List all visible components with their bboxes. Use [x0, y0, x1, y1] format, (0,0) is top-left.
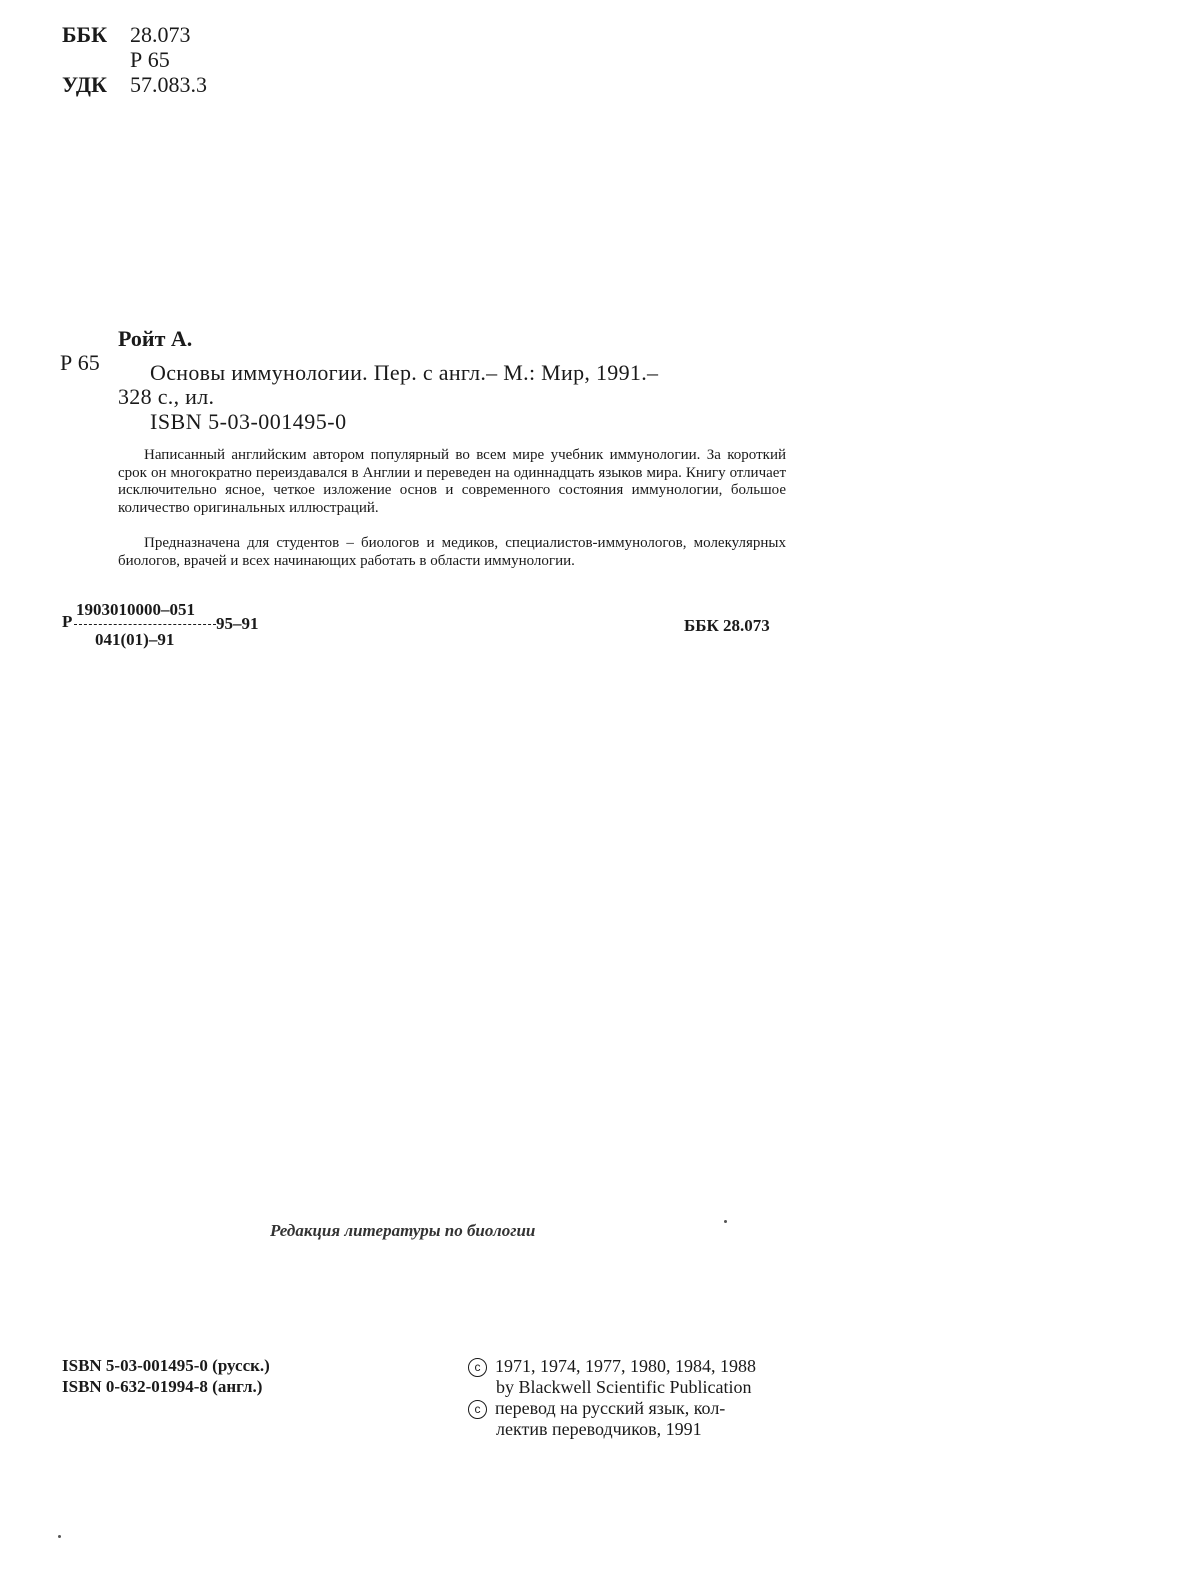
- copyright-publisher: by Blackwell Scientific Publication: [496, 1377, 752, 1397]
- book-title-line: Основы иммунологии. Пер. с англ.– М.: Мир, 1991.–: [150, 360, 659, 385]
- index-prefix: Р: [62, 612, 73, 631]
- udk-label: УДК: [62, 72, 108, 97]
- isbn-english: ISBN 0-632-01994-8 (англ.): [62, 1377, 263, 1396]
- pages-line: 328 с., ил.: [118, 384, 215, 409]
- card-author-mark: Р 65: [60, 350, 100, 375]
- annotation-paragraph-2: Предназначена для студентов – биологов и медиков, специалистов-иммунологов, молекулярных биологов, врачей и всех начинающих работать в области иммунологии.: [118, 535, 786, 569]
- bbk-right: ББК 28.073: [684, 616, 770, 635]
- index-numerator: 1903010000–051: [76, 600, 195, 619]
- index-denominator: 041(01)–91: [95, 630, 175, 649]
- bbk-label: ББК: [62, 22, 108, 47]
- bbk-value: 28.073: [130, 22, 191, 47]
- author-name: Ройт А.: [118, 326, 193, 351]
- speck: [58, 1535, 61, 1538]
- annotation-paragraph-1: Написанный английским автором популярный во всем мире учебник иммунологии. За короткий срок он многократно переиздавался в Англии и переведен на одиннадцать языков мира. Книгу отличает исключительно ясное, четкое изложение основ и современного состояния иммунологии, большое количество оригинальных иллюстраций.: [118, 447, 786, 516]
- fraction-line: [74, 624, 216, 625]
- isbn-russian: ISBN 5-03-001495-0 (русск.): [62, 1356, 270, 1375]
- copyright-line-3: [468, 1398, 725, 1419]
- copyright-icon: c: [468, 1400, 487, 1419]
- udk-value: 57.083.3: [130, 72, 207, 97]
- editorial-line: Редакция литературы по биологии: [270, 1221, 536, 1240]
- copyright-line-1: [468, 1356, 756, 1377]
- copyright-translators: лектив переводчиков, 1991: [496, 1419, 702, 1439]
- card-isbn: ISBN 5-03-001495-0: [150, 409, 347, 434]
- copyright-translation: перевод на русский язык, кол-: [495, 1398, 726, 1418]
- speck: [724, 1220, 727, 1223]
- copyright-years: 1971, 1974, 1977, 1980, 1984, 1988: [495, 1356, 756, 1376]
- author-mark-top: Р 65: [130, 47, 170, 72]
- copyright-icon: c: [468, 1358, 487, 1377]
- index-suffix: 95–91: [216, 614, 259, 633]
